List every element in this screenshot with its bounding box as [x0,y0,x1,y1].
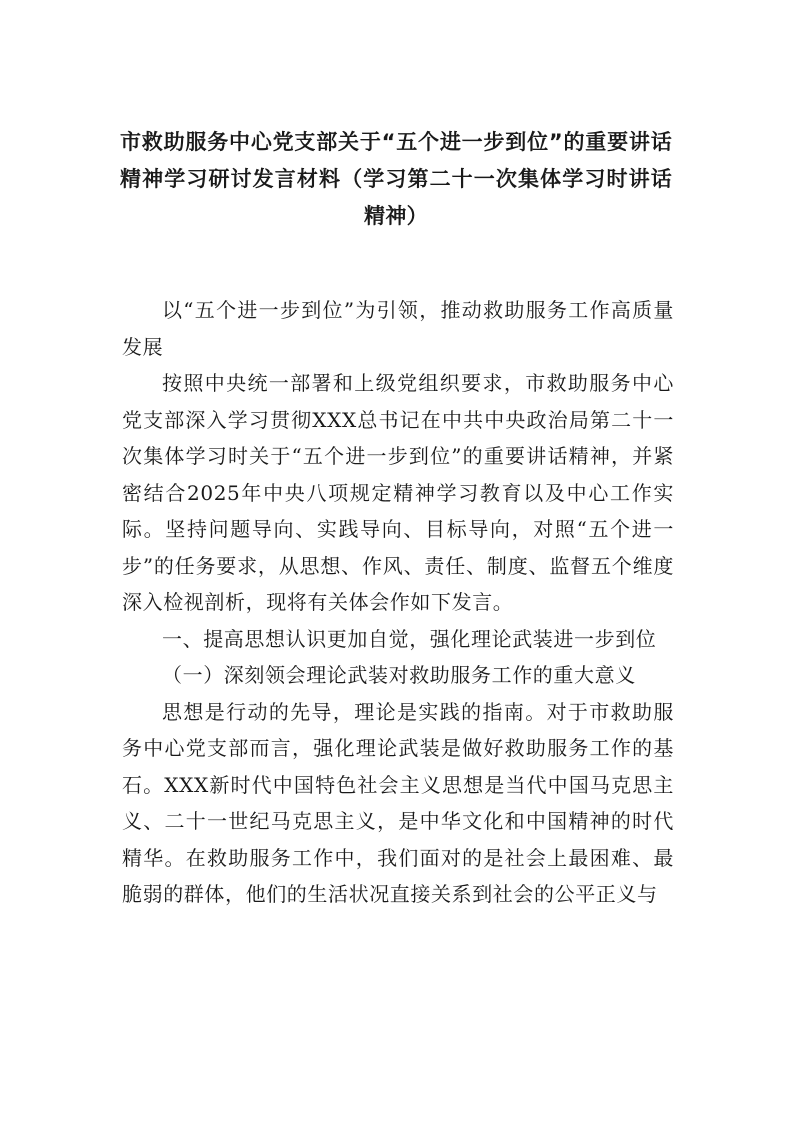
document-body [122,292,674,913]
body-paragraph: 思想是行动的先导，理论是实践的指南。对于市救助服务中心党支部而言，强化理论武装是做好救助服务工作的基石。XXX新时代中国特色社会主义思想是当代中国马克思主义、二十一世纪马克思主义，是中华文化和中国精神的时代精华。在救助服务工作中，我们面对的是社会上最困难、最脆弱的群体，他们的生活状况直接关系到社会的公平正义与 [122,699,674,906]
section-heading: 一、提高思想认识更加自觉，强化理论武装进一步到位 [162,626,657,651]
document-title: 市救助服务中心党支部关于“五个进一步到位”的重要讲话精神学习研讨发言材料（学习第二十一次集体学习时讲话精神） [120,130,672,228]
subtitle-paragraph: 以“五个进一步到位”为引领，推动救助服务工作高质量发展 [122,298,674,359]
subsection-heading: （一）深刻领会理论武装对救助服务工作的重大意义 [162,663,636,687]
intro-paragraph: 按照中央统一部署和上级党组织要求，市救助服务中心党支部深入学习贯彻XXX总书记在中共中央政治局第二十一次集体学习时关于“五个进一步到位”的重要讲话精神，并紧密结合2025年中央八项规定精神学习教育以及中心工作实际。坚持问题导向、实践导向、目标导向，对照“五个进一步”的任务要求，从思想、作风、责任、制度、监督五个维度深入检视剖析，现将有关体会作如下发言。 [122,371,674,614]
